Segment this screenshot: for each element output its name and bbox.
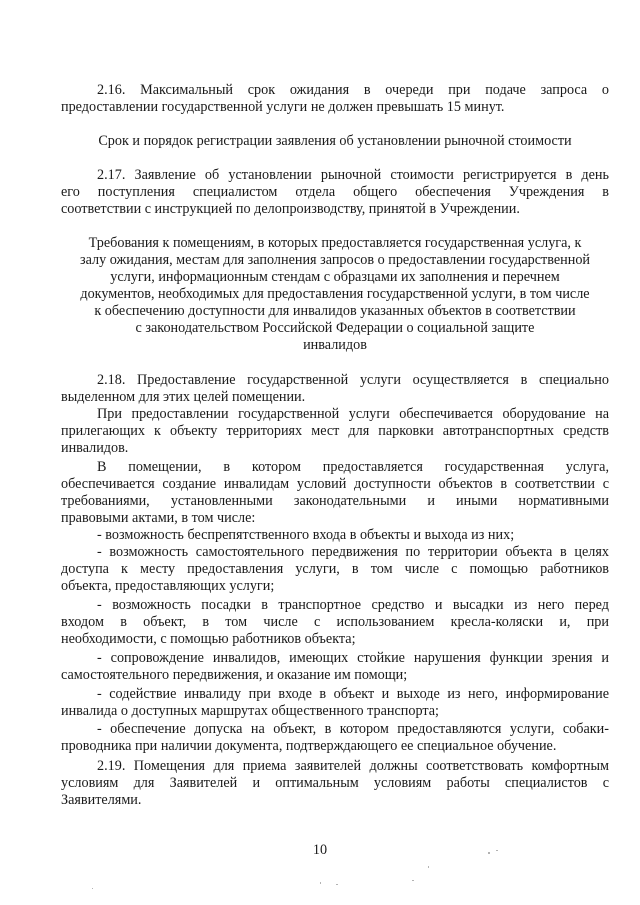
scan-speck [320, 882, 321, 884]
list-item-6-line-1: - обеспечение допуска на объект, в котором предоставляются услуги, собаки- [97, 721, 609, 737]
list-item-5-line-2: инвалида о доступных маршрутах общественного транспорта; [61, 703, 439, 719]
page-number: 10 [312, 842, 328, 858]
section-heading-requirements-line-6: с законодательством Российской Федерации о социальной защите [135, 320, 535, 336]
paragraph-parking-line-2: прилегающих к объекту территориях мест для парковки автотранспортных средств [61, 423, 609, 439]
section-heading-requirements-line-4: документов, необходимых для предоставления государственной услуги, в том числе [80, 286, 590, 302]
paragraph-2-16-line-2: предоставлении государственной услуги не должен превышать 15 минут. [61, 99, 505, 115]
paragraph-parking-line-3: инвалидов. [61, 440, 129, 456]
scan-speck [412, 880, 414, 881]
scan-speck [488, 852, 490, 854]
scan-speck [92, 888, 93, 889]
paragraph-2-17-line-1: 2.17. Заявление об установлении рыночной стоимости регистрируется в день [97, 167, 609, 183]
section-heading-registration: Срок и порядок регистрации заявления об установлении рыночной стоимости [98, 133, 572, 149]
paragraph-2-19-line-1: 2.19. Помещения для приема заявителей должны соответствовать комфортным [97, 758, 609, 774]
scan-speck [496, 850, 498, 851]
section-heading-requirements-line-2: залу ожидания, местам для заполнения запросов о предоставлении государственной [79, 252, 590, 268]
list-item-3-line-3: необходимости, с помощью работников объекта; [61, 631, 356, 647]
list-item-3-line-2: входом в объект, в том числе с использованием кресла-коляски и, при [61, 614, 609, 630]
list-item-2-line-1: - возможность самостоятельного передвижения по территории объекта в целях [97, 544, 609, 560]
paragraph-premises-line-3: требованиями, установленными законодательными и иными нормативными [61, 493, 609, 509]
list-item-3-line-1: - возможность посадки в транспортное средство и высадки из него перед [97, 597, 609, 613]
list-item-2-line-3: объекта, предоставляющих услуги; [61, 578, 275, 594]
list-item-4-line-1: - сопровождение инвалидов, имеющих стойкие нарушения функции зрения и [97, 650, 609, 666]
paragraph-premises-line-1: В помещении, в котором предоставляется государственная услуга, [97, 459, 609, 475]
list-item-4-line-2: самостоятельного передвижения, и оказание им помощи; [61, 667, 408, 683]
paragraph-2-16-line-1: 2.16. Максимальный срок ожидания в очереди при подаче запроса о [97, 82, 609, 98]
section-heading-requirements-line-1: Требования к помещениям, в которых предоставляется государственная услуга, к [88, 235, 582, 251]
list-item-5-line-1: - содействие инвалиду при входе в объект и выходе из него, информирование [97, 686, 609, 702]
section-heading-requirements-line-3: услуги, информационным стендам с образцами их заполнения и перечнем [110, 269, 560, 285]
paragraph-2-18-line-2: выделенном для этих целей помещении. [61, 389, 306, 405]
list-item-2-line-2: доступа к месту предоставления услуги, в том числе с помощью работников [61, 561, 609, 577]
paragraph-premises-line-4: правовыми актами, в том числе: [61, 510, 256, 526]
section-heading-requirements-line-5: к обеспечению доступности для инвалидов указанных объектов в соответствии [94, 303, 576, 319]
paragraph-parking-line-1: При предоставлении государственной услуги обеспечивается оборудование на [97, 406, 609, 422]
paragraph-premises-line-2: обеспечивается создание инвалидам условий доступности объектов в соответствии с [61, 476, 609, 492]
paragraph-2-18-line-1: 2.18. Предоставление государственной услуги осуществляется в специально [97, 372, 609, 388]
paragraph-2-19-line-2: условиям для Заявителей и оптимальным условиям работы специалистов с [61, 775, 609, 791]
scan-speck [336, 884, 338, 885]
scan-speck [428, 866, 429, 868]
section-heading-requirements-line-7: инвалидов [303, 337, 367, 353]
paragraph-2-19-line-3: Заявителями. [61, 792, 142, 808]
paragraph-2-17-line-3: соответствии с инструкцией по делопроизводству, принятой в Учреждении. [61, 201, 520, 217]
list-item-1-line-1: - возможность беспрепятственного входа в объекты и выхода из них; [97, 527, 515, 543]
paragraph-2-17-line-2: его поступления специалистом отдела общего обеспечения Учреждения в [61, 184, 609, 200]
list-item-6-line-2: проводника при наличии документа, подтверждающего ее специальное обучение. [61, 738, 557, 754]
